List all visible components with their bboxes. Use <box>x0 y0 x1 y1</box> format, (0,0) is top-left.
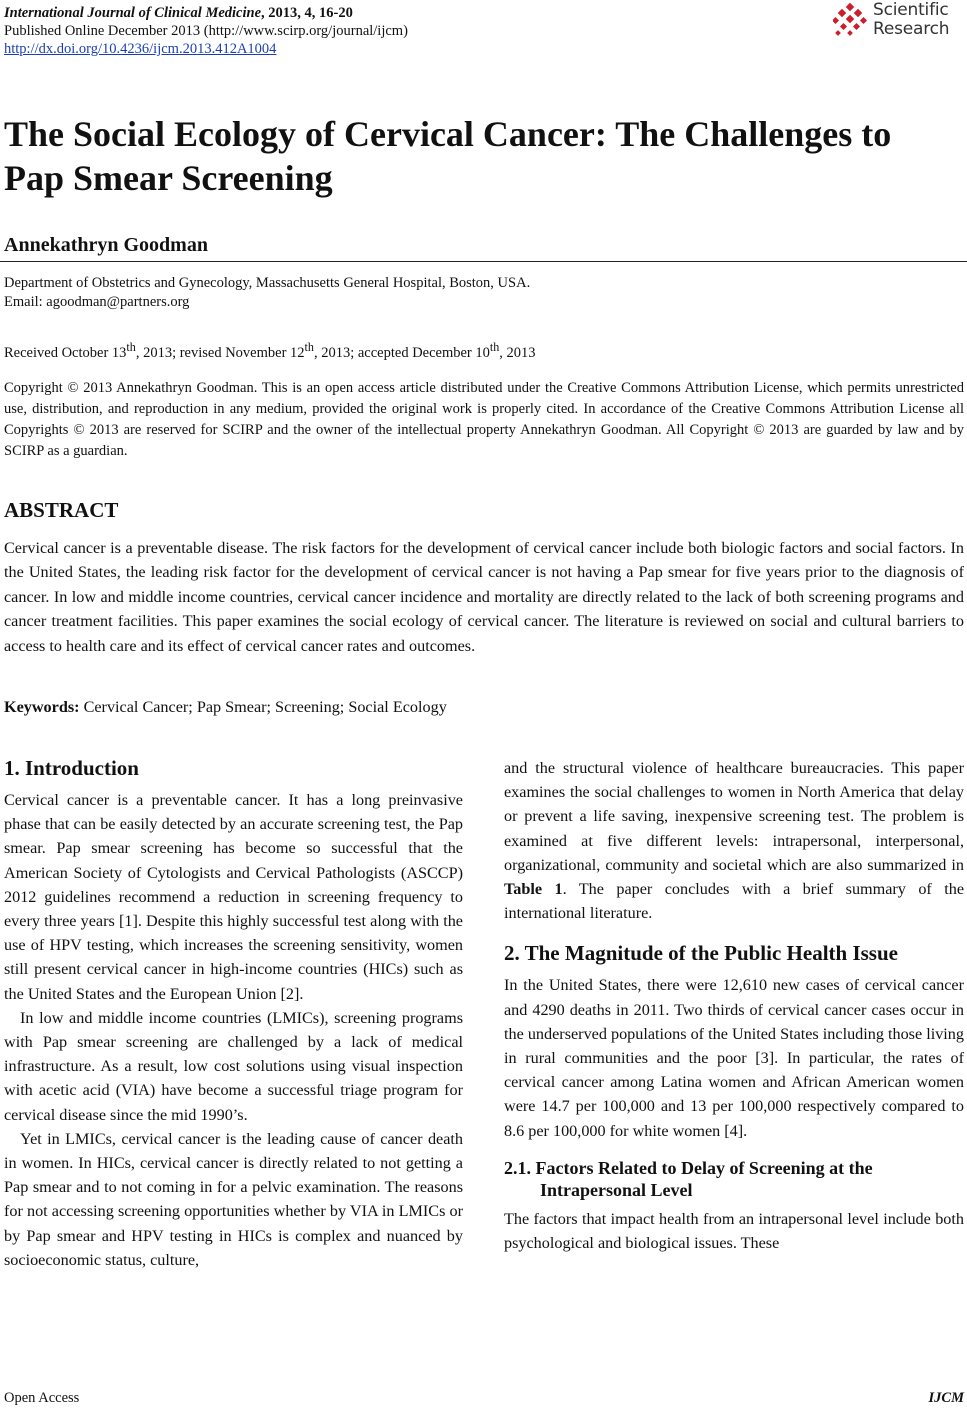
abstract-text: Cervical cancer is a preventable disease. The risk factors for the development of cervical cancer include both biologic factors and social factors. In the United States, the leading risk factor for the development of cervical cancer is not having a Pap smear for five years prior to the diagnosis of cancer. In low and middle income countries, cervical cancer incidence and mortality are directly related to the lack of both screening programs and cancer treatment facilities. This paper examines the social ecology of cervical cancer. The literature is reviewed on social and cultural barriers to access to health care and its effect of cervical cancer rates and outcomes. <box>4 539 964 655</box>
table-1-ref[interactable]: Table 1 <box>504 880 563 899</box>
article-dates: Received October 13th, 2013; revised November 12th, 2013; accepted December 10th, 2013 <box>4 340 536 361</box>
author-name: Annekathryn Goodman <box>4 234 208 256</box>
footer-journal-abbrev: IJCM <box>928 1390 964 1406</box>
doi-link[interactable]: http://dx.doi.org/10.4236/ijcm.2013.412A1004 <box>4 41 277 57</box>
article-title: The Social Ecology of Cervical Cancer: The Challenges to Pap Smear Screening <box>4 114 892 198</box>
paragraph: In low and middle income countries (LMICs), screening programs with Pap smear screening are challenged by a lack of medical infrastructure. As a result, low cost solutions using visual inspection with acetic acid (VIA) have become a successful triage program for cervical disease since the mid 1990’s. <box>4 1008 463 1124</box>
affiliation: Department of Obstetrics and Gynecology, Massachusetts General Hospital, Boston, USA. <box>4 275 531 291</box>
paragraph: and the structural violence of healthcare bureaucracies. This paper examines the social challenges to women in North America that delay or prevent a life saving, inexpensive screening test. The problem is examined at five different levels: intrapersonal, interpersonal, organizational, community and societal which are also summarized in Table 1. The paper concludes with a brief summary of the international literature. <box>504 759 964 923</box>
journal-citation: , 2013, 4, 16-20 <box>261 5 353 21</box>
journal-name: International Journal of Clinical Medicine <box>4 5 262 21</box>
footer-open-access: Open Access <box>4 1390 80 1406</box>
paragraph: In the United States, there were 12,610 new cases of cervical cancer and 4290 deaths in 2011. Two thirds of cervical cancer cases occur in the underserved populations of the United States including those living in rural communities and the poor [3]. In particular, the rates of cervical cancer among Latina women and African American women were 14.7 per 100,000 and 13 per 100,000 respectively compared to 8.6 per 100,000 for white women [4]. <box>504 976 964 1140</box>
scirp-logo <box>833 0 963 46</box>
logo-text: Scientific Research <box>873 0 950 39</box>
published-online: Published Online December 2013 (http://www.scirp.org/journal/ijcm) <box>4 23 408 39</box>
section-1-heading: 1. Introduction <box>4 756 139 780</box>
affiliation-block <box>4 274 530 312</box>
abstract-heading: ABSTRACT <box>4 498 119 522</box>
copyright-notice: Copyright © 2013 Annekathryn Goodman. This is an open access article distributed under the Creative Commons Attribution License, which permits unrestricted use, distribution, and reproduction in any medium, provided the original work is properly cited. In accordance of the Creative Commons Attribution License all Copyrights © 2013 are reserved for SCIRP and the owner of the intellectual property Annekathryn Goodman. All Copyright © 2013 are guarded by law and by SCIRP as a guardian. <box>4 380 964 459</box>
paragraph: Yet in LMICs, cervical cancer is the leading cause of cancer death in women. In HICs, cervical cancer is directly related to not getting a Pap smear and to not coming in for a pelvic examination. The reasons for not accessing screening opportunities whether by VIA in LMICs or by Pap smear and HPV testing in HICs is complex and nuanced by socioeconomic status, culture, <box>4 1129 463 1269</box>
page-footer <box>4 1390 964 1407</box>
left-column <box>4 754 463 1272</box>
section-2-heading: 2. The Magnitude of the Public Health Issue <box>504 941 898 966</box>
paragraph: The factors that impact health from an intrapersonal level include both psychological and biological issues. These <box>504 1209 964 1253</box>
scirp-dots-logo-icon <box>833 2 871 42</box>
header-divider <box>0 261 967 262</box>
keywords: Keywords: Cervical Cancer; Pap Smear; Screening; Social Ecology <box>4 698 447 716</box>
section-2-1-heading: 2.1. Factors Related to Delay of Screening at the Intrapersonal Level <box>504 1157 873 1200</box>
author-email: Email: agoodman@partners.org <box>4 294 190 310</box>
journal-header <box>4 4 408 58</box>
right-column <box>504 756 964 1255</box>
paragraph: Cervical cancer is a preventable cancer. It has a long preinvasive phase that can be easily detected by an accurate screening test, the Pap smear. Pap smear screening has become so successful that the American Society of Cytologists and Cervical Pathologists (ASCCP) 2012 guidelines recommend a reduction in screening frequency to every three years [1]. Despite this highly successful test along with the use of HPV testing, which increases the screening sensitivity, women still present cervical cancer in high-income countries (HICs) such as the United States and the European Union [2]. <box>4 791 463 1003</box>
